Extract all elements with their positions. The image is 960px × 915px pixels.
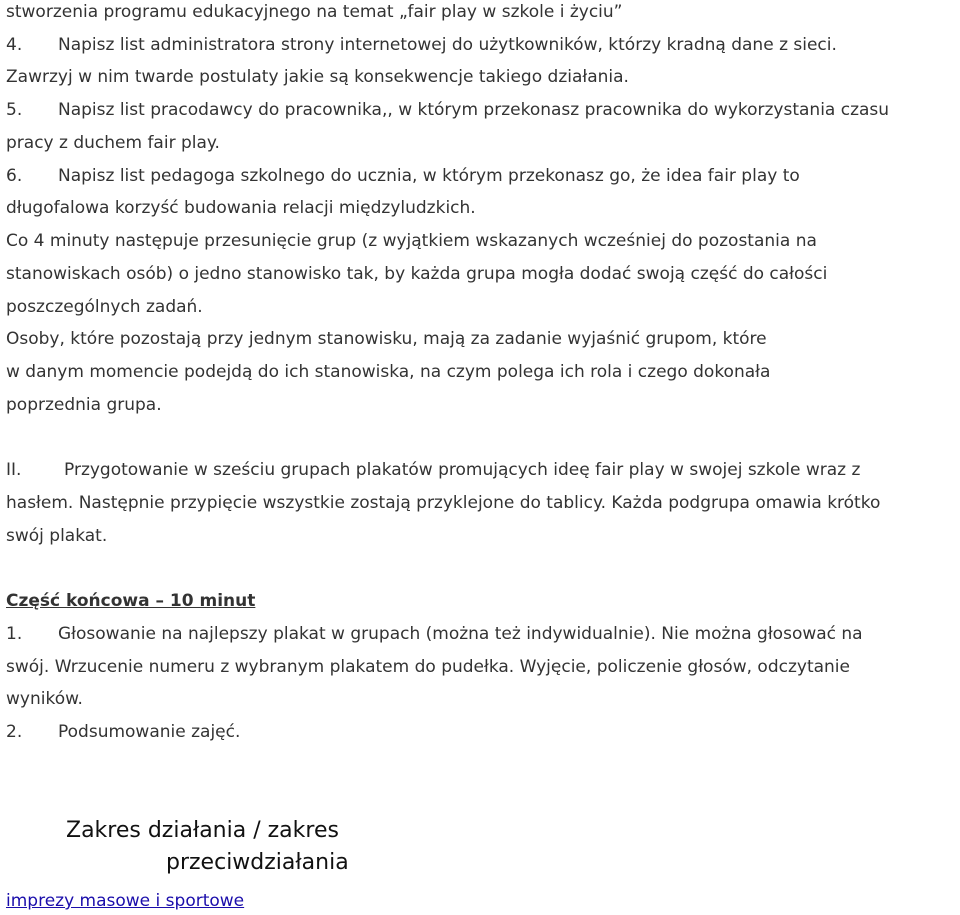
text-line: w danym momencie podejdą do ich stanowiska, na czym polega ich rola i czego dokonała [6,362,771,382]
list-item-text: Przygotowanie w sześciu grupach plakatów promujących ideę fair play w swojej szkole wraz z [64,460,861,480]
list-item-number: 4. [6,35,23,55]
list-item-number: 2. [6,722,23,742]
list-item [6,623,863,645]
bottom-title-line-1: Zakres działania / zakres [66,818,339,843]
list-item-number: 6. [6,166,23,186]
text-line: długofalowa korzyść budowania relacji międzyludzkich. [6,198,476,218]
text-line: pracy z duchem fair play. [6,133,220,153]
list-item [6,459,860,481]
list-item-number: 1. [6,624,23,644]
list-item-number: 5. [6,100,23,120]
text-line: wyników. [6,689,83,709]
list-item [6,721,240,743]
text-line: poszczególnych zadań. [6,297,203,317]
text-line: stworzenia programu edukacyjnego na temat „fair play w szkole i życiu” [6,2,623,22]
text-line: stanowiskach osób) o jedno stanowisko tak, by każda grupa mogła dodać swoją część do całości [6,264,828,284]
bottom-title-line-2: przeciwdziałania [166,850,349,875]
text-line: hasłem. Następnie przypięcie wszystkie zostają przyklejone do tablicy. Każda podgrupa omawia krótko [6,493,881,513]
category-link[interactable]: imprezy masowe i sportowe [6,891,245,911]
section-heading: Część końcowa – 10 minut [6,591,256,611]
list-item-text: Napisz list pracodawcy do pracownika,, w którym przekonasz pracownika do wykorzystania czasu [58,100,890,120]
text-line: Osoby, które pozostają przy jednym stanowisku, mają za zadanie wyjaśnić grupom, które [6,329,767,349]
list-item-text: Głosowanie na najlepszy plakat w grupach (można też indywidualnie). Nie można głosować na [58,624,863,644]
text-line: swój plakat. [6,526,108,546]
list-item [6,34,837,56]
list-item-text: Podsumowanie zajęć. [58,722,241,742]
list-item [6,165,800,187]
text-line: Co 4 minuty następuje przesunięcie grup (z wyjątkiem wskazanych wcześniej do pozostania na [6,231,817,251]
text-line: Zawrzyj w nim twarde postulaty jakie są konsekwencje takiego działania. [6,67,629,87]
text-line: swój. Wrzucenie numeru z wybranym plakatem do pudełka. Wyjęcie, policzenie głosów, odczytanie [6,657,850,677]
list-item-number: II. [6,460,22,480]
text-line: poprzednia grupa. [6,395,162,415]
list-item [6,99,889,121]
list-item-text: Napisz list pedagoga szkolnego do ucznia, w którym przekonasz go, że idea fair play to [58,166,800,186]
list-item-text: Napisz list administratora strony internetowej do użytkowników, którzy kradną dane z sieci. [58,35,837,55]
